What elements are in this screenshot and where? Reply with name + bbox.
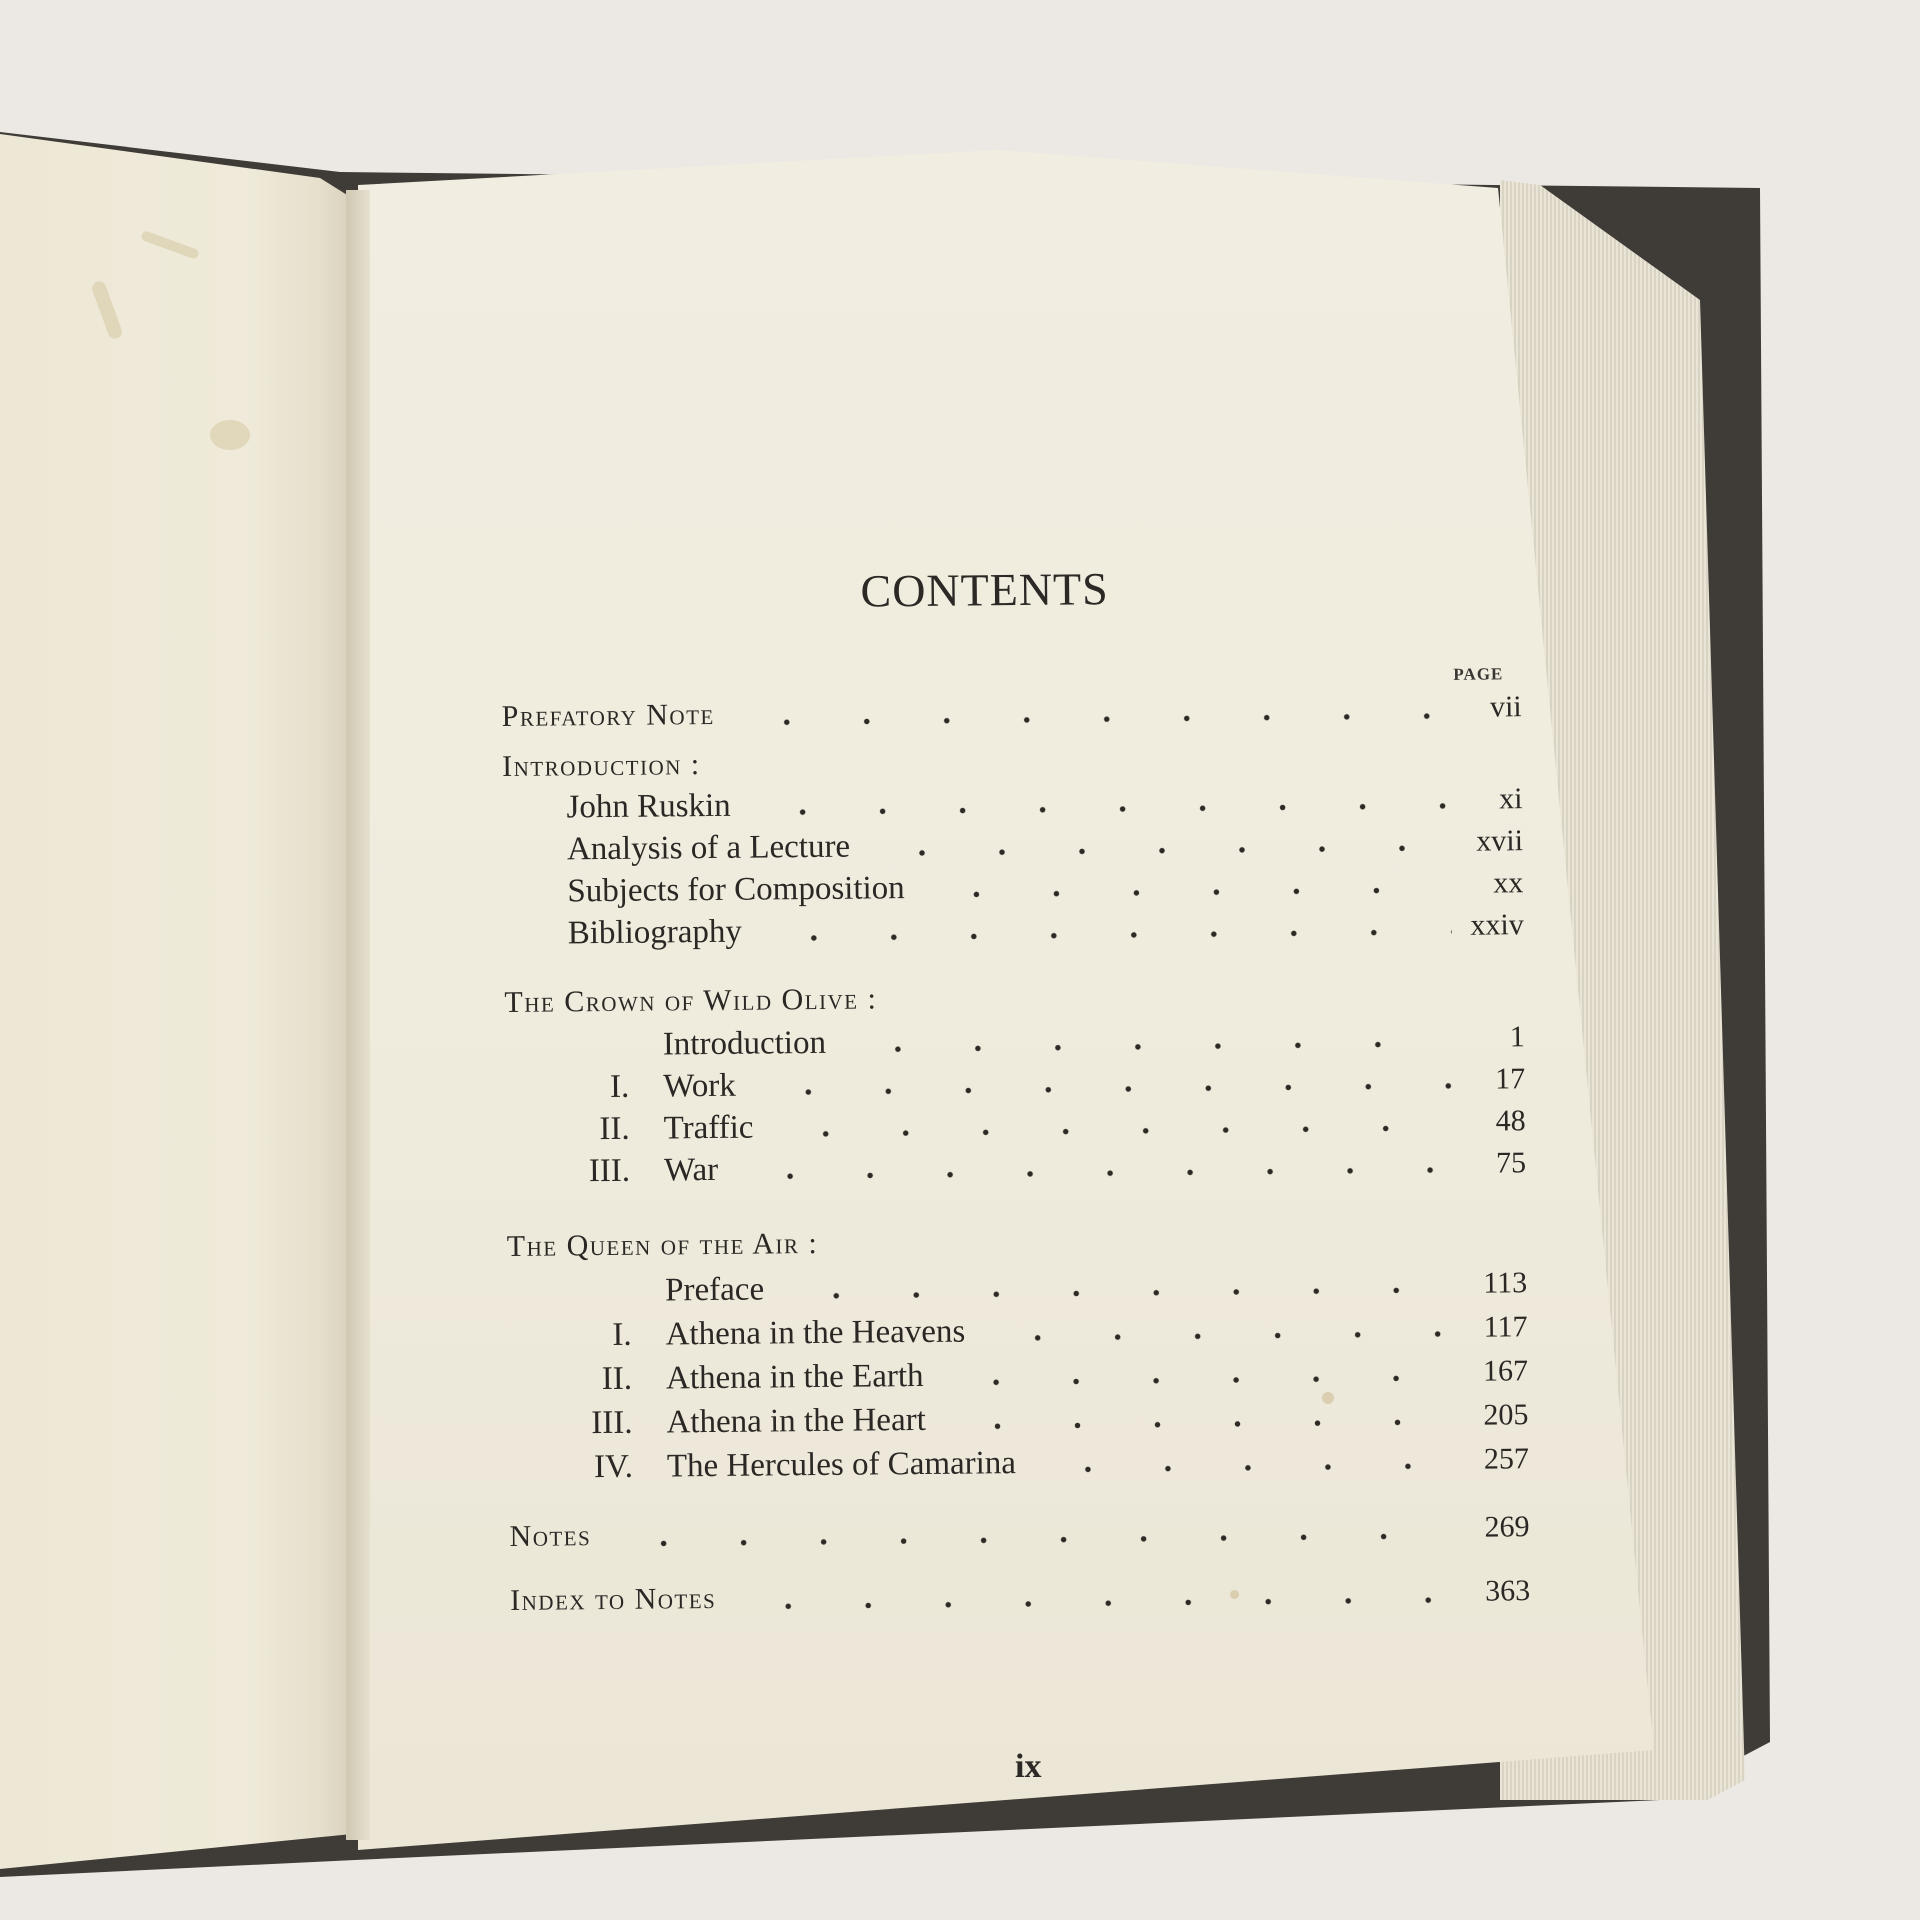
leader-dots xyxy=(917,887,1452,898)
toc-label: Analysis of a Lecture xyxy=(566,828,851,868)
leader-dots xyxy=(862,845,1451,857)
toc-label: Notes xyxy=(509,1519,592,1553)
toc-page: 257 xyxy=(1483,1442,1530,1476)
chapter-number: I. xyxy=(612,1316,632,1353)
leader-dots xyxy=(766,1125,1454,1138)
toc-page: xvii xyxy=(1476,824,1524,858)
leader-dots xyxy=(1028,1463,1457,1473)
toc-entry xyxy=(505,1018,1525,1068)
toc-label: Subjects for Composition xyxy=(567,870,905,910)
toc-entry xyxy=(508,1352,1528,1402)
toc-section-crown xyxy=(504,976,1524,1026)
toc-entry-notes xyxy=(509,1510,1529,1560)
toc-page: 269 xyxy=(1484,1510,1530,1544)
page-folio: ix xyxy=(1015,1748,1042,1785)
toc-page: 167 xyxy=(1482,1354,1529,1388)
toc-page: 17 xyxy=(1495,1062,1526,1096)
chapter-number: II. xyxy=(599,1110,630,1148)
leader-dots xyxy=(748,1083,1454,1096)
page-column-label: PAGE xyxy=(1453,664,1504,684)
toc-label: Index to Notes xyxy=(510,1581,717,1617)
leader-dots xyxy=(938,1419,1457,1430)
toc-page: 205 xyxy=(1483,1398,1529,1432)
section-heading: The Queen of the Air : xyxy=(506,1226,819,1263)
toc-label: Introduction xyxy=(662,1024,827,1063)
section-heading: Introduction : xyxy=(502,748,701,783)
toc-page: 117 xyxy=(1483,1310,1528,1344)
toc-label: Athena in the Heavens xyxy=(665,1313,966,1353)
leader-dots xyxy=(727,713,1450,726)
section-heading: The Crown of Wild Olive : xyxy=(504,982,878,1019)
leader-dots xyxy=(754,929,1452,942)
leader-dots xyxy=(603,1533,1457,1547)
gutter xyxy=(346,190,370,1840)
contents-page xyxy=(500,530,1531,1740)
leader-dots xyxy=(776,1287,1455,1300)
toc-page: vii xyxy=(1489,690,1522,724)
toc-entry xyxy=(505,1102,1525,1152)
toc-entry xyxy=(507,1264,1527,1314)
chapter-number: III. xyxy=(591,1404,633,1442)
chapter-number: I. xyxy=(609,1068,630,1105)
toc-label: Preface xyxy=(665,1271,765,1309)
toc-entry-index xyxy=(510,1574,1530,1624)
toc-entry xyxy=(508,1396,1528,1446)
toc-label: Bibliography xyxy=(567,913,743,952)
toc-label: John Ruskin xyxy=(566,787,731,826)
toc-section-queen xyxy=(507,1220,1527,1270)
toc-page: 1 xyxy=(1509,1020,1525,1054)
toc-entry xyxy=(502,780,1522,830)
leader-dots xyxy=(728,1597,1458,1610)
toc-page: xxiv xyxy=(1470,908,1524,942)
toc-label: War xyxy=(663,1151,719,1189)
toc-page: 363 xyxy=(1484,1574,1531,1608)
toc-entry xyxy=(507,1308,1527,1358)
stain xyxy=(210,420,250,450)
toc-page: 75 xyxy=(1495,1146,1527,1180)
chapter-number xyxy=(505,1055,629,1056)
leader-dots xyxy=(936,1375,1457,1386)
leader-dots xyxy=(838,1041,1453,1053)
toc-entry xyxy=(505,1060,1525,1110)
left-page xyxy=(0,134,352,1869)
toc-label: Traffic xyxy=(663,1109,754,1147)
toc-page: xi xyxy=(1499,782,1523,816)
toc-entry xyxy=(503,864,1523,914)
toc-entry-prefatory xyxy=(502,690,1522,740)
toc-entry xyxy=(509,1440,1529,1490)
page-title: CONTENTS xyxy=(860,563,1109,617)
toc-page: xx xyxy=(1493,866,1524,900)
toc-page: 113 xyxy=(1483,1266,1528,1300)
toc-entry xyxy=(504,906,1524,956)
toc-page: 48 xyxy=(1495,1104,1526,1138)
toc-label: Work xyxy=(663,1067,736,1105)
chapter-number: IV. xyxy=(593,1448,634,1486)
toc-entry xyxy=(506,1144,1526,1194)
chapter-number: III. xyxy=(588,1152,631,1190)
chapter-number: II. xyxy=(601,1360,633,1398)
leader-dots xyxy=(730,1167,1454,1180)
leader-dots xyxy=(977,1331,1455,1342)
chapter-number xyxy=(507,1301,631,1302)
toc-label: Athena in the Heart xyxy=(666,1401,926,1441)
leader-dots xyxy=(743,803,1451,816)
toc-entry xyxy=(503,822,1523,872)
toc-label: Athena in the Earth xyxy=(665,1357,924,1397)
toc-label: Prefatory Note xyxy=(501,697,715,733)
toc-label: The Hercules of Camarina xyxy=(666,1445,1017,1485)
